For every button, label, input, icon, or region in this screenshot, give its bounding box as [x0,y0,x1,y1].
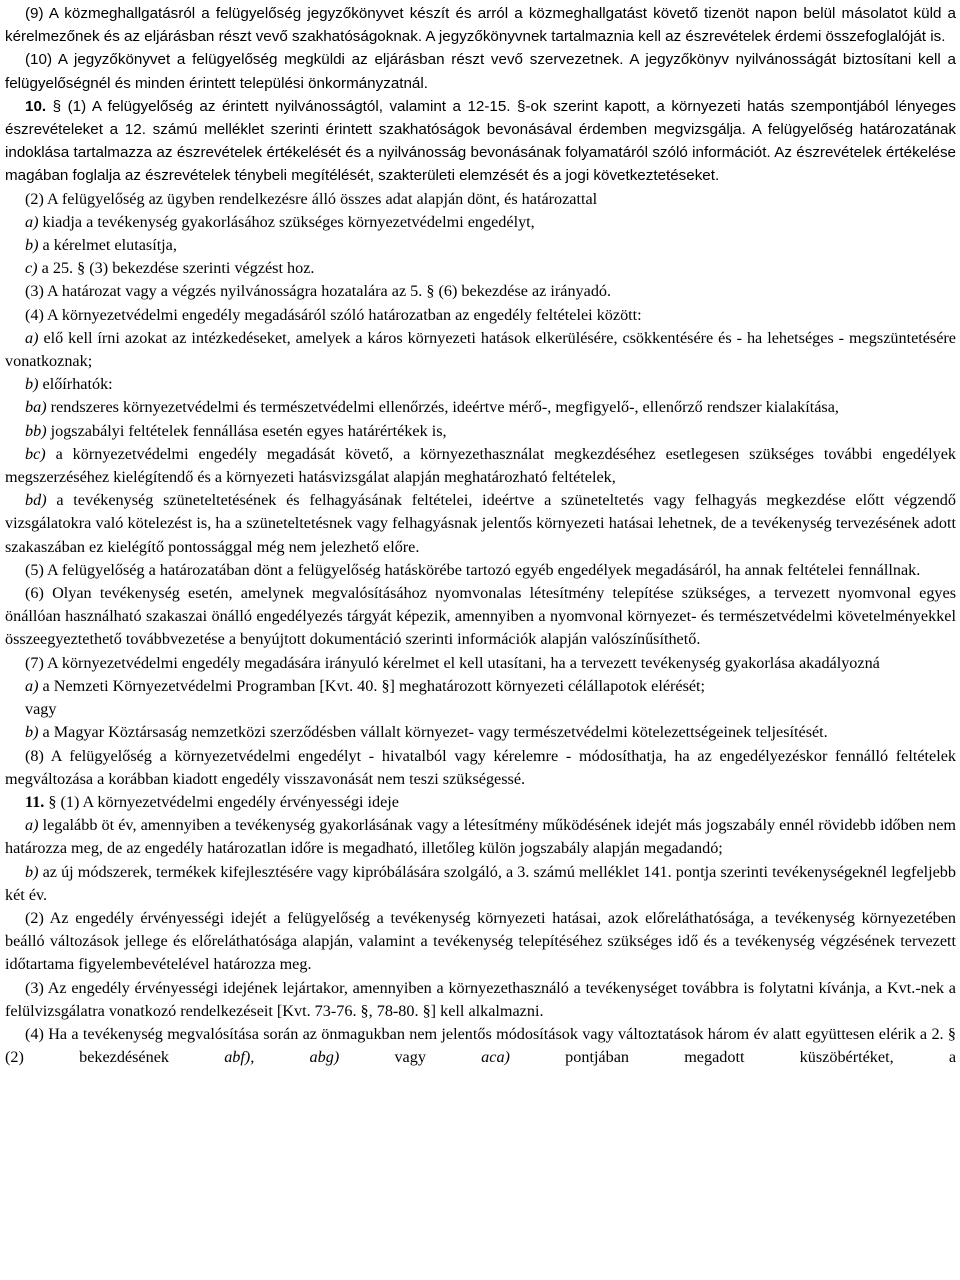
reference-aca: aca) [425,1048,510,1067]
paragraph-text: (6) Olyan tevékenység esetén, amelynek megvalósításához nyomvonalas létesítmény telepítése szükséges, a tervezett nyomvonal egyes önállóan használható szakaszai önálló engedélyezés tárgyát képezik, amennyiben a nyomvonal környezet- és természetvédelmi követelményekkel összeegyeztethető továbbvezetése a benyújtott dokumentáció szerinti információk alapján valószínűsíthető. [5,584,956,649]
point-text: elő kell írni azokat az intézkedéseket, amelyek a káros környezeti hatások elkerülésére, csökkentésére és - ha lehetséges - megszüntetésére vonatkoznak; [5,328,956,371]
point-text: rendszeres környezetvédelmi és természetvédelmi ellenőrzés, ideértve mérő-, megfigyelő-, ellenőrző rendszer kialakítása, [46,398,839,417]
point-11a [5,814,956,860]
point-text: legalább öt év, amennyiben a tevékenység gyakorlásának vagy a létesítmény működésének idejét más jogszabály ennél rövidebb időben nem határozza meg, de az engedély határozatlan időre is megadható, illetőleg külön jogszabály alapján megadandó; [5,816,956,858]
paragraph-text: (8) A felügyelőség a környezetvédelmi engedélyt - hivatalból vagy kérelemre - módosíthatja, ha az engedélyezéskor fennálló feltételek megváltozása a korábban kiadott engedély visszavonását nem teszi szükségessé. [5,746,956,788]
point-text: előírhatók: [38,375,113,394]
reference-abf-abg: abf), abg) [168,1048,340,1067]
point-text: a tevékenység szüneteltetésének és felhagyásának feltételei, ideértve a szüneteltetés vagy felhagyás megkezdése előtt végzendő vizsgálatokra való kötelezést is, ha a szüneteltetésnek vagy felhagyásnak jelentős környezeti hatásai lehetnek, de a tevékenység tervezésének adott szakaszában ez kielégítő pontossággal még nem jelezhető előre. [5,491,956,556]
point-a [5,211,956,234]
point-label: a) [25,676,39,695]
point-4a [5,327,956,373]
section-10-paragraph-7 [5,652,956,675]
point-text: a kérelmet elutasítja, [38,236,177,255]
point-label: c) [25,259,38,278]
point-label: a) [25,816,39,835]
point-text: a Nemzeti Környezetvédelmi Programban [Kvt. 40. §] meghatározott környezeti célállapotok elérését; [38,676,706,695]
paragraph-text: § (1) A környezetvédelmi engedély érvényességi ideje [44,792,399,811]
point-label: bb) [25,421,47,440]
point-11b [5,861,956,907]
document-page [5,2,956,1069]
paragraph-text: § (1) A felügyelőség az érintett nyilvánosságtól, valamint a 12-15. §-ok szerint kapott, a környezeti hatás szempontjából lényeges észrevételeket a 12. számú melléklet szerinti érintett szakhatóságok bevonásával érdemben megvizsgálja. A felügyelőség határozatának indoklása tartalmazza az észrevételek értékelését és a nyilvánosság bevonásának folyamatáról szóló információt. Az észrevételek értékelése magában foglalja az észrevételek ténybeli megítélését, szakterületi elemzését és a jogi következtetéseket. [5,97,956,185]
paragraph-text-end: pontjában megadott küszöbértéket, a [509,1048,957,1067]
section-10-paragraph-6 [5,582,956,652]
point-label: bd) [25,491,47,510]
point-text: jogszabályi feltételek fennállása esetén egyes határértékek is, [46,421,447,440]
paragraph-text: (9) A közmeghallgatásról a felügyelőség jegyzőkönyvet készít és arról a közmeghallgatást követő tizenöt napon belül másolatot küld a kérelmezőnek és az eljárásban részt vevő szakhatóságoknak. A jegyzőkönyvnek tartalmaznia kell az észrevételek érdemi összefoglalóját is. [5,5,956,46]
point-text: az új módszerek, termékek kifejlesztésére vagy kipróbálására szolgáló, a 3. számú melléklet 141. pontja szerinti tevékenységeknél legfeljebb két év. [5,862,956,904]
point-label: bc) [25,444,46,463]
paragraph-text: (10) A jegyzőkönyvet a felügyelőség megküldi az eljárásban részt vevő szervezetnek. A jegyzőkönyv nyilvánosságát biztosítani kell a felügyelőségnél és minden érintett települési önkormányzatnál. [5,51,956,92]
point-ba [5,396,956,419]
paragraph-text: (4) A környezetvédelmi engedély megadásáról szóló határozatban az engedély feltételei között: [25,305,642,324]
point-7a [5,675,956,698]
point-label: b) [25,375,39,394]
point-7b [5,721,956,744]
point-c [5,257,956,280]
paragraph-text: (3) Az engedély érvényességi idejének lejártakor, amennyiben a környezethasználó a tevékenységet továbbra is folytatni kívánja, a Kvt.-nek a felülvizsgálatra vonatkozó rendelkezéseit [Kvt. 73-76. §, 78-80. §] kell alkalmazni. [5,978,956,1020]
point-text: kiadja a tevékenység gyakorlásához szükséges környezetvédelmi engedélyt, [38,212,535,231]
paragraph-text: (5) A felügyelőség a határozatában dönt a felügyelőség hatáskörébe tartozó egyéb engedélyek megadásáról, ha annak feltételei fennállnak. [25,560,921,579]
point-label: a) [25,328,39,347]
point-4b [5,373,956,396]
point-label: b) [25,862,39,881]
section-10-paragraph-3 [5,280,956,303]
point-bc [5,443,956,489]
paragraph-9 [5,2,956,48]
point-b [5,234,956,257]
section-10-paragraph-4 [5,304,956,327]
paragraph-text: (4) Ha a tevékenység megvalósítása során az önmagukban nem jelentős módosítások vagy változtatások három év alatt együttesen elérik a 2. § (2) bekezdésének [5,1024,956,1067]
section-10-paragraph-5 [5,559,956,582]
section-10-paragraph-1 [5,95,956,188]
point-label: b) [25,723,39,742]
paragraph-text: (2) A felügyelőség az ügyben rendelkezésre álló összes adat alapján dönt, és határozattal [25,189,598,208]
paragraph-text: vagy [25,700,57,719]
paragraph-text: (2) Az engedély érvényességi idejét a felügyelőség a tevékenység környezeti hatásai, azok előreláthatósága, a tevékenység környezetében beálló változások jellege és előreláthatósága alapján, valamint a tevékenység telepítéséhez szükséges idő és a tevékenység végzésének tervezett időtartama figyelembevételével határozza meg. [5,908,956,974]
paragraph-10 [5,48,956,94]
paragraph-text-conjunction: vagy [339,1048,426,1067]
point-bd [5,489,956,559]
point-text: a 25. § (3) bekezdése szerinti végzést hoz. [37,259,315,278]
section-11-paragraph-3 [5,977,956,1023]
conjunction [5,698,956,721]
point-bb [5,420,956,443]
point-text: a környezetvédelmi engedély megadását követő, a környezethasználat megkezdéséhez esetlegesen szükséges további engedélyek megszerzéséhez kielégítendő és a környezeti hatásvizsgálat alapján meghatározható feltételek, [5,444,956,487]
paragraph-text: (3) A határozat vagy a végzés nyilvánosságra hozatalára az 5. § (6) bekezdése az irányadó. [25,282,612,301]
point-label: a) [25,212,39,231]
point-label: b) [25,236,39,255]
section-10-paragraph-8 [5,745,956,791]
section-11-paragraph-1 [5,791,956,814]
section-11-paragraph-4 [5,1023,956,1069]
section-11-paragraph-2 [5,907,956,977]
paragraph-text: (7) A környezetvédelmi engedély megadására irányuló kérelmet el kell utasítani, ha a tervezett tevékenység gyakorlása akadályozná [25,653,880,672]
point-label: ba) [25,398,47,417]
section-number: 11. [25,792,45,811]
point-text: a Magyar Köztársaság nemzetközi szerződésben vállalt környezet- vagy természetvédelmi kötelezettségeinek teljesítését. [38,723,828,742]
section-number: 10. [25,97,47,115]
section-10-paragraph-2 [5,188,956,211]
